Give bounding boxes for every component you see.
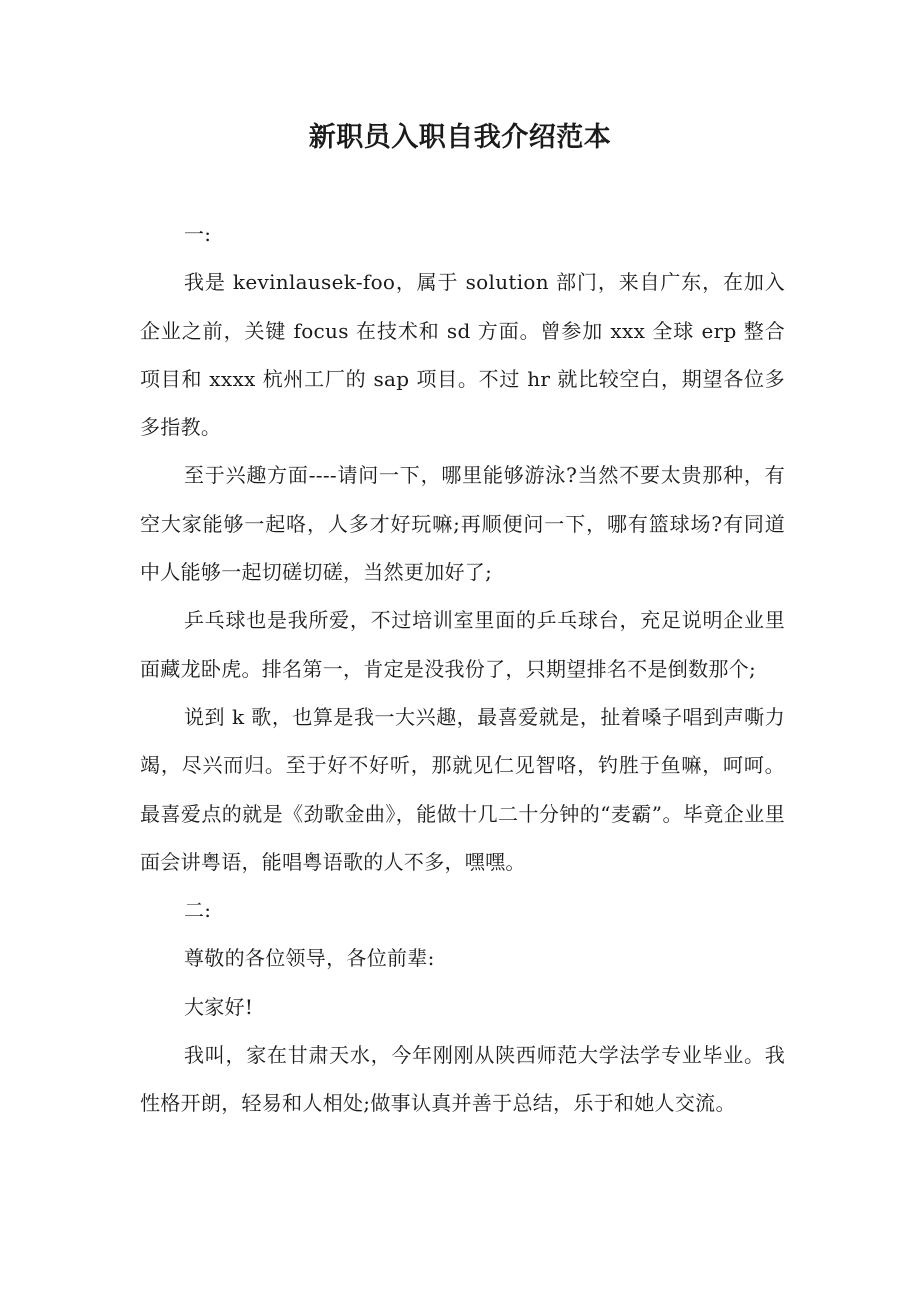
paragraph-personal-background: 我叫，家在甘肃天水，今年刚刚从陕西师范大学法学专业毕业。我性格开朗，轻易和人相处;做事认真并善于总结，乐于和她人交流。 — [140, 1043, 785, 1116]
paragraph-self-intro: 我是 kevinlausek-foo，属于 solution 部门，来自广东，在加入企业之前，关键 focus 在技术和 sd 方面。曾参加 xxx 全球 erp 整合项目和 xxxx 杭州工厂的 sap 项目。不过 hr 就比较空白，期望各位多多指教。 — [140, 270, 785, 440]
document-body — [140, 210, 785, 1128]
paragraph-section-one-heading: 一: — [184, 222, 212, 246]
document-title: 新职员入职自我介绍范本 — [308, 122, 612, 153]
paragraph-hobbies-karaoke: 说到 k 歌，也算是我一大兴趣，最喜爱就是，扯着嗓子唱到声嘶力竭，尽兴而归。至于好不好听，那就见仁见智咯，钓胜于鱼嘛，呵呵。最喜爱点的就是《劲歌金曲》，能做十几二十分钟的“麦霸”。毕竟企业里面会讲粤语，能唱粤语歌的人不多，嘿嘿。 — [140, 704, 785, 874]
paragraph-greeting-everyone: 大家好! — [184, 994, 254, 1019]
paragraph-section-two-heading: 二: — [184, 898, 212, 923]
paragraph-hobbies-swimming-basketball: 至于兴趣方面----请问一下，哪里能够游泳?当然不要太贵那种，有空大家能够一起咯，人多才好玩嘛;再顺便问一下，哪有篮球场?有同道中人能够一起切磋切磋，当然更加好了; — [140, 463, 785, 585]
paragraph-hobbies-table-tennis: 乒乓球也是我所爱，不过培训室里面的乒乓球台，充足说明企业里面藏龙卧虎。排名第一，肯定是没我份了，只期望排名不是倒数那个; — [140, 608, 785, 681]
paragraph-greeting-leaders: 尊敬的各位领导，各位前辈: — [184, 946, 435, 971]
